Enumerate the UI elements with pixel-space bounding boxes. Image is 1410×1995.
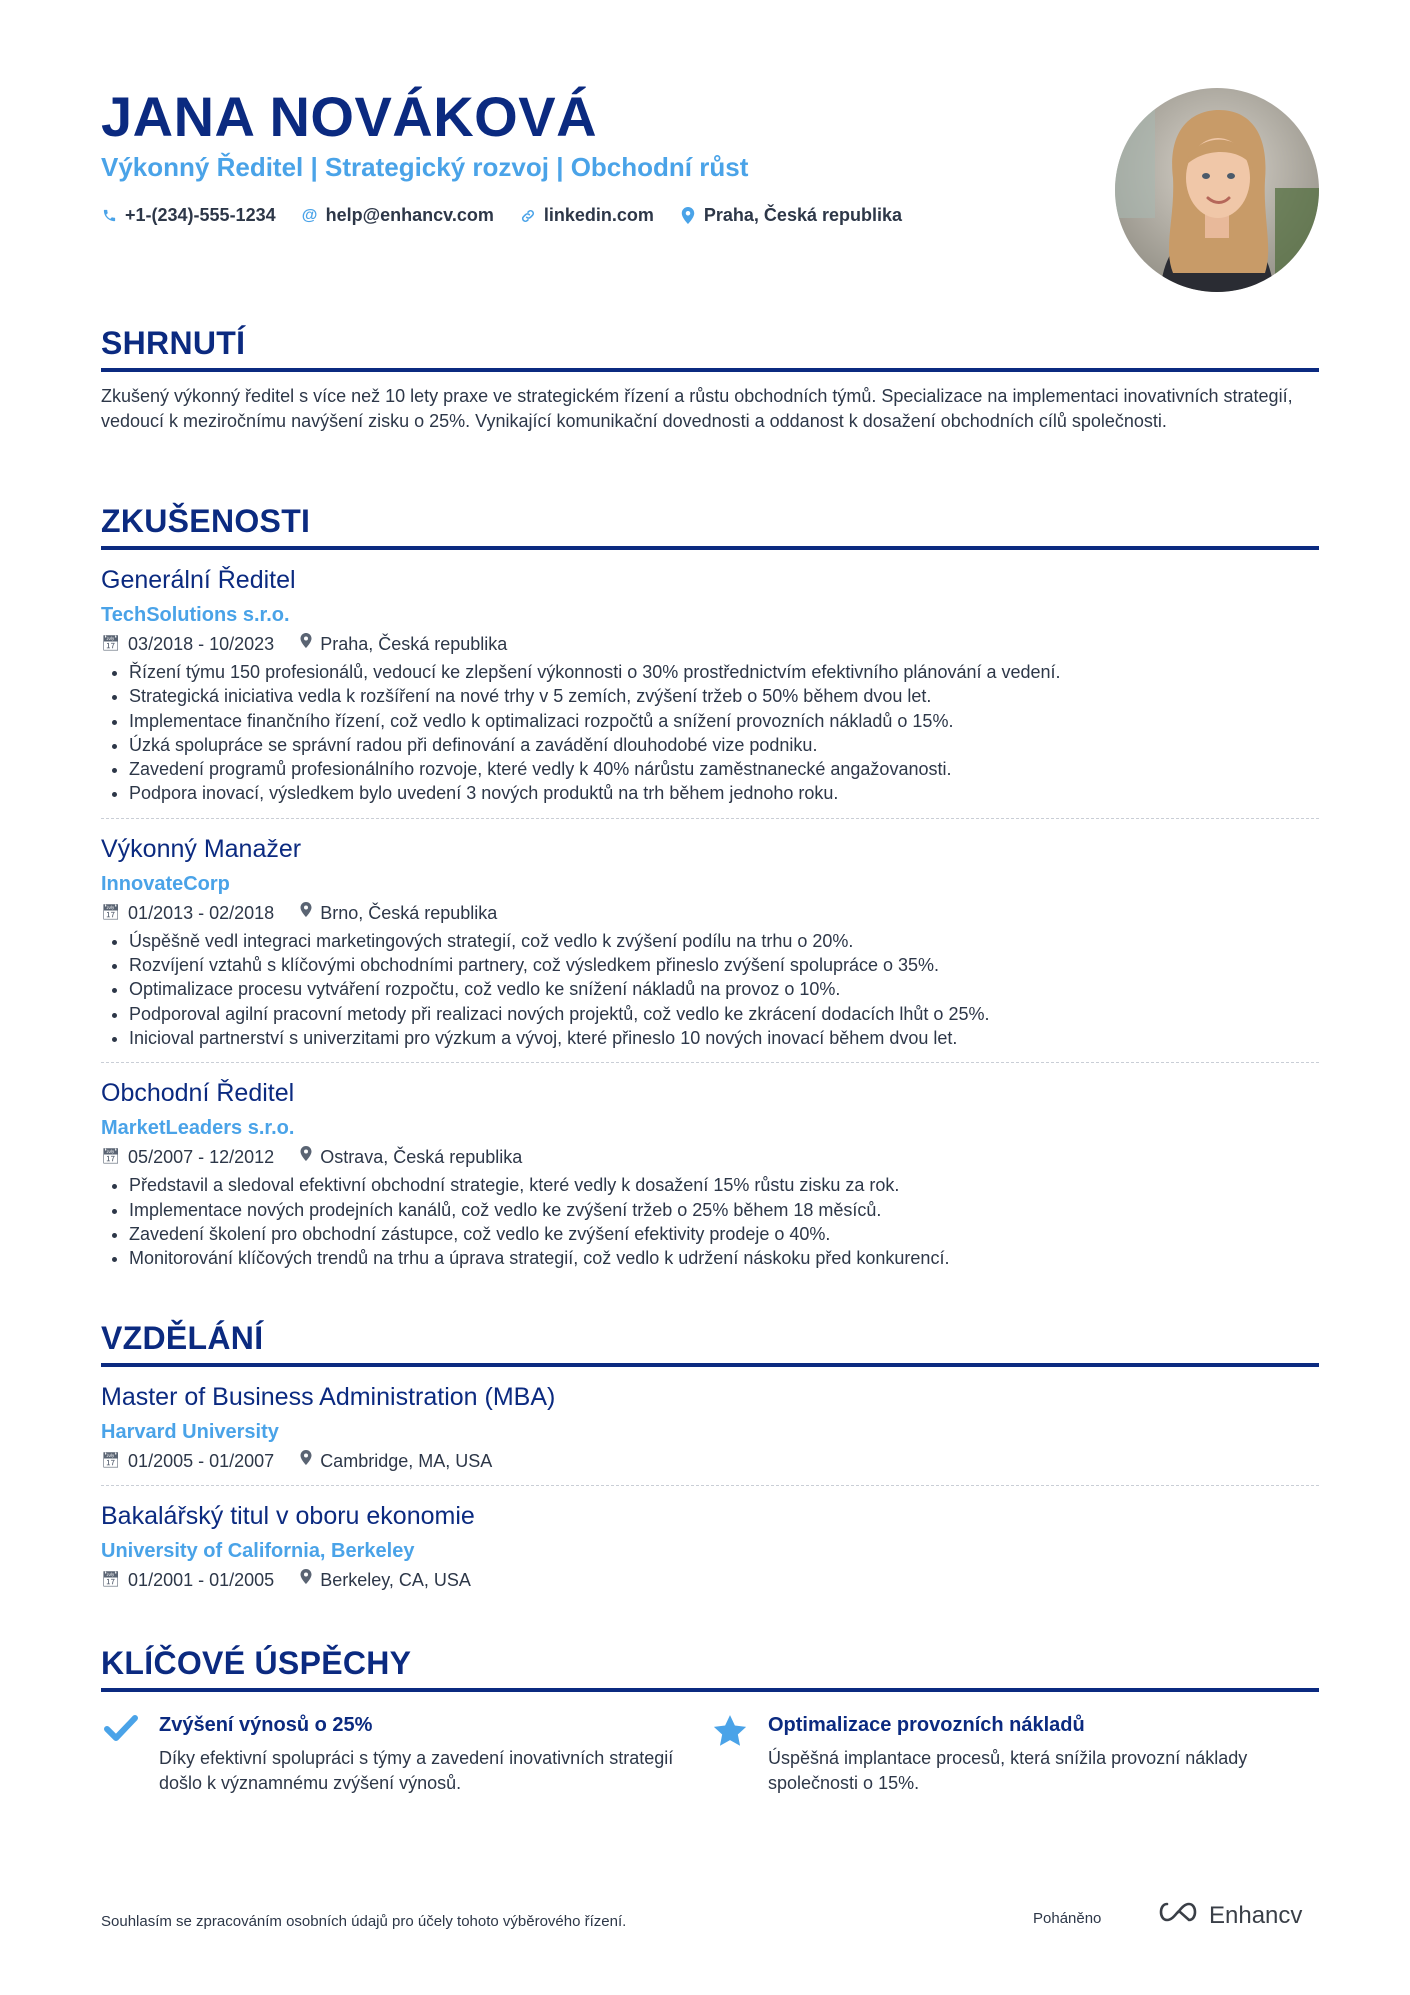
education-dates: 01/2005 - 01/2007	[128, 1451, 275, 1471]
job-meta	[101, 901, 1319, 925]
school-name: Harvard University	[101, 1421, 279, 1443]
enhancv-logo[interactable]	[1155, 1900, 1302, 1931]
education-location: Berkeley, CA, USA	[320, 1570, 471, 1590]
phone-icon	[101, 208, 117, 223]
contact-bar	[101, 205, 902, 226]
education-meta	[101, 1568, 1319, 1592]
bullet: • Představil a sledoval efektivní obchodní strategie, které vedly k dosažení 15% růstu zisku za rok.	[129, 1173, 1319, 1197]
education-title: VZDĚLÁNÍ	[101, 1320, 1319, 1367]
job-meta	[101, 1145, 1319, 1169]
bullet: • Implementace finančního řízení, což vedlo k optimalizaci rozpočtů a snížení provozních nákladů o 15%.	[129, 709, 1319, 733]
consent-note: Souhlasím se zpracováním osobních údajů pro účely tohoto výběrového řízení.	[101, 1913, 627, 1930]
candidate-name: JANA NOVÁKOVÁ	[101, 85, 598, 148]
degree-title: Master of Business Administration (MBA)	[101, 1383, 556, 1411]
achievements-grid	[101, 1712, 1319, 1796]
summary-text: Zkušený výkonný ředitel s více než 10 lety praxe ve strategickém řízení a růstu obchodních týmů. Specializace na implementaci inovativních strategií, vedoucí k meziročnímu navýšení zisku o 25%. Vynikající komunikační dovednosti a oddanost k dosažení obchodních cílů společnosti.	[101, 386, 1293, 431]
headline: Výkonný Ředitel | Strategický rozvoj | Obchodní růst	[101, 152, 749, 182]
check-icon	[101, 1712, 141, 1796]
job-entry	[101, 818, 1319, 1062]
job-location: Brno, Česká republika	[320, 902, 498, 923]
company-name: InnovateCorp	[101, 872, 230, 895]
infinity-icon	[1155, 1900, 1201, 1931]
degree-title: Bakalářský titul v oboru ekonomie	[101, 1502, 475, 1530]
job-location: Ostrava, Česká republika	[320, 1147, 523, 1168]
linkedin-text: linkedin.com	[543, 205, 654, 225]
profile-photo	[1115, 88, 1319, 292]
bullet: • Podpora inovací, výsledkem bylo uvedení 3 nových produktů na trh během jednoho roku.	[129, 781, 1319, 805]
achievement-title: Optimalizace provozních nákladů	[768, 1714, 1085, 1736]
contact-linkedin[interactable]	[520, 205, 654, 226]
contact-location	[680, 205, 902, 226]
contact-email[interactable]	[302, 205, 494, 226]
brand-name: Enhancv	[1209, 1901, 1303, 1929]
bullet: • Strategická iniciativa vedla k rozšíření na nové trhy v 5 zemích, zvýšení tržeb o 50% během dvou let.	[129, 684, 1319, 708]
job-dates: 01/2013 - 02/2018	[128, 902, 275, 923]
education-entry	[101, 1485, 1319, 1604]
calendar-icon: 📅︎	[101, 903, 121, 921]
map-pin-icon	[300, 1568, 312, 1592]
calendar-icon: 📅︎	[101, 1452, 121, 1469]
star-icon	[710, 1712, 750, 1796]
map-pin-icon	[300, 1145, 312, 1169]
map-pin-icon	[300, 1449, 312, 1473]
map-pin-icon	[680, 207, 696, 224]
education-dates: 01/2001 - 01/2005	[128, 1570, 275, 1590]
calendar-icon: 📅︎	[101, 1571, 121, 1588]
bullet: • Inicioval partnerství s univerzitami pro výzkum a vývoj, které přineslo 10 nových inovací během dvou let.	[129, 1026, 1319, 1050]
education-meta	[101, 1449, 1319, 1473]
achievement-description: Úspěšná implantace procesů, která snížila provozní náklady společnosti o 15%.	[768, 1748, 1248, 1793]
job-location: Praha, Česká republika	[320, 634, 508, 654]
achievements-title: KLÍČOVÉ ÚSPĚCHY	[101, 1645, 1319, 1692]
link-icon	[520, 208, 536, 224]
powered-by-label: Poháněno	[1033, 1910, 1102, 1927]
job-bullets	[101, 929, 1319, 1050]
contact-phone[interactable]	[101, 205, 276, 226]
bullet: • Úspěšně vedl integraci marketingových strategií, což vedlo k zvýšení podílu na trhu o 20%.	[129, 929, 1319, 953]
job-entry	[101, 1062, 1319, 1282]
bullet: • Monitorování klíčových trendů na trhu a úprava strategií, což vedlo k udržení náskoku před konkurencí.	[129, 1246, 1319, 1270]
calendar-icon: 📅︎	[101, 635, 121, 652]
location-text: Praha, Česká republika	[703, 205, 903, 225]
bullet: • Zavedení školení pro obchodní zástupce, což vedlo ke zvýšení efektivity prodeje o 40%.	[129, 1222, 1319, 1246]
achievement-item	[710, 1712, 1319, 1796]
bullet: • Rozvíjení vztahů s klíčovými obchodními partnery, což výsledkem přineslo zvýšení spolupráce o 35%.	[129, 953, 1319, 977]
achievement-item	[101, 1712, 710, 1796]
job-title: Výkonný Manažer	[101, 834, 302, 863]
job-bullets	[101, 1173, 1319, 1270]
summary-section	[101, 325, 1319, 434]
education-location: Cambridge, MA, USA	[320, 1451, 493, 1471]
calendar-icon: 📅︎	[101, 1148, 121, 1166]
job-dates: 05/2007 - 12/2012	[128, 1147, 275, 1168]
job-entry	[101, 550, 1319, 818]
phone-text: +1-(234)-555-1234	[125, 205, 276, 225]
company-name: MarketLeaders s.r.o.	[101, 1117, 295, 1140]
education-section	[101, 1320, 1319, 1604]
achievement-description: Díky efektivní spolupráci s týmy a zavedení inovativních strategií došlo k významnému zvýšení výnosů.	[159, 1748, 674, 1793]
achievements-section	[101, 1645, 1319, 1796]
bullet: • Implementace nových prodejních kanálů, což vedlo ke zvýšení tržeb o 25% během 18 měsíců.	[129, 1198, 1319, 1222]
summary-title: SHRNUTÍ	[101, 325, 1319, 372]
school-name: University of California, Berkeley	[101, 1540, 415, 1562]
bullet: • Optimalizace procesu vytváření rozpočtu, což vedlo ke snížení nákladů na provoz o 10%.	[129, 977, 1319, 1001]
job-title: Generální Ředitel	[101, 566, 296, 594]
email-text: help@enhancv.com	[325, 205, 494, 225]
experience-title: ZKUŠENOSTI	[101, 503, 1319, 550]
bullet: • Zavedení programů profesionálního rozvoje, které vedly k 40% nárůstu zaměstnanecké angažovanosti.	[129, 757, 1319, 781]
job-title: Obchodní Ředitel	[101, 1079, 295, 1108]
at-icon: @	[301, 206, 318, 224]
education-entry	[101, 1367, 1319, 1485]
achievement-title: Zvýšení výnosů o 25%	[159, 1714, 373, 1736]
bullet: • Úzká spolupráce se správní radou při definování a zavádění dlouhodobé vize podniku.	[129, 733, 1319, 757]
company-name: TechSolutions s.r.o.	[101, 604, 290, 626]
experience-section	[101, 503, 1319, 1282]
map-pin-icon	[300, 632, 312, 656]
map-pin-icon	[300, 901, 312, 925]
bullet: • Podporoval agilní pracovní metody při realizaci nových projektů, což vedlo ke zkrácení dodacích lhůt o 25%.	[129, 1002, 1319, 1026]
job-bullets	[101, 660, 1319, 806]
job-dates: 03/2018 - 10/2023	[128, 634, 275, 654]
bullet: • Řízení týmu 150 profesionálů, vedoucí ke zlepšení výkonnosti o 30% prostřednictvím efektivního plánování a vedení.	[129, 660, 1319, 684]
job-meta	[101, 632, 1319, 656]
